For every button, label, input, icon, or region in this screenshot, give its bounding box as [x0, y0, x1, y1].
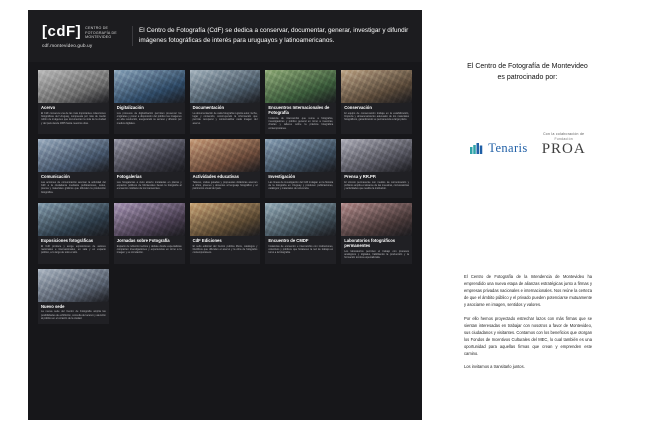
poster-card — [190, 203, 261, 264]
poster-card-body — [190, 172, 261, 195]
poster-card — [38, 70, 109, 134]
cdf-logo-subtitle: CENTRO DE FOTOGRAFÍA DE MONTEVIDEO — [85, 25, 117, 40]
editions-books-table-image — [190, 203, 261, 236]
poster-card-body — [38, 172, 109, 198]
poster-card-title: Actividades educativas — [192, 174, 239, 180]
sponsor-heading — [430, 62, 625, 84]
photo-texture — [38, 70, 109, 103]
sponsor-heading-line1: El Centro de Fotografía de Montevideo — [467, 63, 588, 70]
poster-card-title: Conservación — [344, 105, 372, 110]
poster-card-body — [265, 236, 336, 259]
cdf-wordmark: [cdF] — [42, 22, 82, 40]
poster-card-body — [38, 103, 109, 129]
poster-card-title: CdF Ediciones — [192, 238, 222, 244]
international-meeting-audience-image — [265, 70, 336, 103]
photo-texture — [114, 203, 185, 236]
poster-card-title: Jornadas sobre Fotografía — [116, 238, 170, 244]
poster-card — [38, 139, 109, 198]
poster-card — [341, 139, 412, 198]
poster-card-title: Exposiciones fotográficas — [41, 238, 94, 244]
photo-texture — [265, 139, 336, 172]
poster-card-text: El sello editorial del Centro publica libros, catálogos y fotolibros que difunden el acervo y la obra de fotógrafos contemporáneos. — [192, 244, 258, 255]
poster-header-description: El Centro de Fotografía (CdF) se dedica a conservar, documentar, generar, investigar y difundir imágenes fotográficas de interés para uruguayos y latinoamericanos. — [132, 26, 422, 45]
poster-card — [114, 203, 185, 264]
poster-left-panel — [28, 10, 422, 420]
poster-card-text: Los laboratorios permiten el trabajo con procesos analógicos y digitales, habilitando la producción y la formación técnica especializada. — [344, 249, 409, 260]
proa-wordmark: PROA — [541, 140, 586, 157]
poster-card — [341, 203, 412, 264]
poster-card-text: Las fotogalerías a cielo abierto instaladas en plazas y espacios públicos de Montevideo llevan la fotografía al encuentro cotidiano de los transeúntes. — [116, 180, 182, 191]
poster-card-body — [265, 103, 336, 134]
poster-card-title: Acervo — [41, 105, 56, 110]
poster-card-text: El CdF produce y acoge exposiciones de autores nacionales e internacionales, en sala y en espacio público, a lo largo de todo el año. — [41, 244, 106, 255]
poster-card-body — [114, 172, 185, 195]
poster-card-text: Espacio de reflexión teórica y debate donde especialistas comparten investigaciones y experiencias en torno a la imagen y su circulación. — [116, 244, 182, 255]
sponsor-logo-row — [430, 132, 625, 157]
poster-card-text: La documentación de cada fotografía registra autor, fecha, lugar y contenido, construyendo la información que permite recuperar y contextualizar cada imagen del acervo. — [192, 111, 258, 125]
sponsor-heading-line2: es patrocinado por: — [497, 73, 558, 81]
poster-card-body — [190, 236, 261, 259]
cdf-website-url: cdf.montevideo.gub.uy — [42, 43, 93, 49]
photo-texture — [38, 269, 109, 302]
poster-card-text: Instancias de encuentro e intercambio con instituciones, colectivos y públicos que fortalecen la red de trabajo en torno a la fotografía. — [268, 244, 334, 255]
poster-card — [114, 139, 185, 198]
body-paragraph-2: Por ello hemos proyectado estrechar lazos con más firmas que se sientan interesadas en trabajar con nosotros a favor de Montevideo, sus ciudadanos y visitantes. Contamos con los beneficios que otorgan los Fondos de Incentivos Culturales del MEC, lo cual también es una oportunidad para aquellas firmas que crean y emprenden este camino. — [464, 315, 592, 356]
photo-lab-darkroom-image — [341, 203, 412, 236]
poster-card — [265, 203, 336, 264]
proa-sub: Fundación — [554, 136, 573, 141]
body-paragraph-3: Los invitamos a transitarlo juntos. — [464, 364, 525, 370]
communication-workshop-image — [38, 139, 109, 172]
photo-texture — [114, 70, 185, 103]
poster-card-title: Documentación — [192, 105, 225, 110]
archive-historic-panorama-image — [38, 70, 109, 103]
proa-kicker: Con la colaboración de — [543, 131, 585, 136]
photo-texture — [190, 70, 261, 103]
poster-card-text: El equipo de conservación trabaja en la estabilización, limpieza y almacenamiento adecuado de los materiales fotográficos, garantizando su permanencia a largo plazo. — [344, 111, 409, 122]
poster-card-text: El CdF conserva una de las más importantes colecciones fotográficas del Uruguay, compuesta por más de medio millón de imágenes que documentan la vida de la ciudad y del país desde 1865 hasta nuestros días. — [41, 111, 106, 125]
poster-card-body — [341, 103, 412, 126]
new-building-facade-image — [38, 269, 109, 302]
poster-card-title: Comunicación — [41, 174, 70, 180]
poster-card — [190, 139, 261, 198]
tenaris-mark-icon — [469, 141, 485, 157]
sponsor-body-copy — [464, 274, 592, 371]
poster-card — [38, 203, 109, 264]
poster-card-text: El vínculo permanente con medios de comunicación y públicos amplía el alcance de las muestras, convocatorias y actividades que realiza la institución. — [344, 180, 409, 191]
photo-texture — [114, 139, 185, 172]
poster-card-body — [114, 236, 185, 259]
proa-logo — [542, 132, 586, 157]
poster-card-body — [190, 103, 261, 129]
poster-card-text: La nueva sede del Centro de Fotografía amplía las posibilidades de exhibición, consulta del acervo y atención al público en el corazón de la ciudad. — [41, 310, 106, 321]
cdf-logo — [28, 24, 132, 49]
exhibition-hall-image — [38, 203, 109, 236]
poster-card — [114, 70, 185, 134]
educational-activity-group-image — [190, 139, 261, 172]
poster-card-title: Fotogalerías — [116, 174, 142, 180]
poster-card-body — [114, 103, 185, 129]
left-margin — [0, 0, 28, 430]
meeting-group-seated-image — [265, 203, 336, 236]
photo-texture — [341, 139, 412, 172]
conservation-hands-gloves-image — [341, 70, 412, 103]
tenaris-wordmark: Tenaris — [488, 141, 528, 156]
poster-card — [38, 269, 109, 325]
poster-card-title: Laboratorios fotográficos permanentes — [344, 238, 396, 249]
poster-card-grid — [38, 70, 412, 324]
photo-texture — [38, 139, 109, 172]
photo-texture — [341, 203, 412, 236]
photo-texture — [265, 70, 336, 103]
poster-card — [190, 70, 261, 134]
poster-card-body — [38, 302, 109, 325]
research-reading-room-image — [265, 139, 336, 172]
cdf-logo-row — [42, 24, 132, 41]
poster-card-title: Investigación — [268, 174, 296, 180]
tenaris-logo — [469, 141, 527, 157]
poster-card — [341, 70, 412, 134]
poster-card-body — [341, 236, 412, 264]
poster-card — [265, 70, 336, 134]
poster-card — [265, 139, 336, 198]
poster-card-body — [265, 172, 336, 195]
poster-card-title: Digitalización — [116, 105, 144, 110]
conference-panel-image — [114, 203, 185, 236]
poster-card-title: Prensa y RR.PP. — [344, 174, 377, 180]
sponsor-panel — [430, 10, 625, 420]
poster-card-text: Talleres, visitas guiadas y propuestas didácticas acercan a niños, jóvenes y docentes al lenguaje fotográfico y al patrimonio visual del país. — [192, 180, 258, 191]
photo-texture — [190, 139, 261, 172]
poster-card-title: Encuentros Internacionales de Fotografía — [268, 105, 330, 116]
poster-card-text: Los procesos de digitalización permiten preservar los originales y poner a disposición del público las imágenes en alta resolución, asegurando su acceso y difusión por medios digitales. — [116, 111, 182, 125]
poster-card-text: Instancia de intercambio que reúne a fotógrafos, investigadores y público general en torno a muestras, charlas y talleres sobre la práctica fotográfica contemporánea. — [268, 116, 334, 130]
photo-texture — [190, 203, 261, 236]
poster-card-title: Nuevo sede — [41, 303, 65, 309]
photo-texture — [265, 203, 336, 236]
press-conference-image — [341, 139, 412, 172]
digitization-workstation-image — [114, 70, 185, 103]
body-paragraph-1: El Centro de Fotografía de la Intendencia de Montevideo ha emprendido una nueva etapa de alianzas estratégicas junto a firmas y empresas privadas nacionales e internacionales. Nos reúne la certeza de que el ámbito público y el privado pueden potenciarse mutuamente y asociarse en imagen, sentidos y valores. — [464, 274, 592, 307]
photo-texture — [341, 70, 412, 103]
poster-card-body — [38, 236, 109, 259]
poster-header — [28, 10, 422, 62]
poster-card-body — [341, 172, 412, 195]
documentation-desk-image — [190, 70, 261, 103]
photo-texture — [38, 203, 109, 236]
photo-gallery-outdoor-image — [114, 139, 185, 172]
poster-card-title: Encuentro de CMDF — [268, 238, 309, 244]
poster-card-text: Las líneas de investigación del CdF indagan en la historia de la fotografía en Uruguay y producen publicaciones, catálogos y materiales de referencia. — [268, 180, 334, 191]
poster-card-text: Las acciones de comunicación acercan la actividad del CdF a la ciudadanía mediante publicaciones, redes, prensa y materiales gráficos que difunden la producción fotográfica. — [41, 180, 106, 194]
